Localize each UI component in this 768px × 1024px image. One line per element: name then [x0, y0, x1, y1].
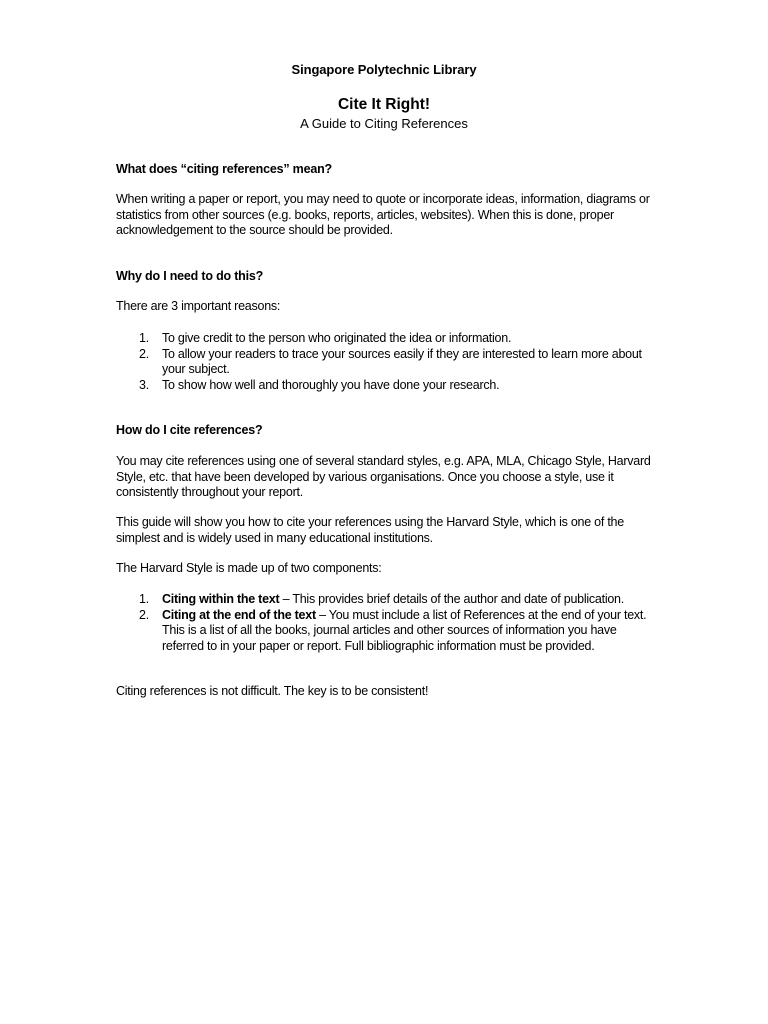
section-heading-why: Why do I need to do this?: [116, 269, 264, 283]
paragraph-what: [116, 192, 651, 239]
list-item: [116, 331, 651, 347]
list-item-label: Citing within the text: [162, 592, 280, 606]
list-item-text: To give credit to the person who originated the idea or information.: [162, 331, 512, 345]
section-heading-how: How do I cite references?: [116, 423, 263, 437]
paragraph-components-intro: [116, 561, 651, 577]
paragraph-styles: [116, 454, 651, 501]
paragraph-styles-text: You may cite references using one of several standard styles, e.g. APA, MLA, Chicago Style, Harvard Style, etc. that have been developed by various organisations. Once you choose a style, use it consistently throughout your report.: [116, 454, 651, 499]
paragraph-harvard-guide-text: This guide will show you how to cite your references using the Harvard Style, which is one of the simplest and is widely used in many educational institutions.: [116, 515, 624, 545]
section-heading-what: What does “citing references” mean?: [116, 162, 332, 176]
document-subtitle: A Guide to Citing References: [300, 116, 468, 131]
list-item: [116, 608, 651, 655]
paragraph-closing-text: Citing references is not difficult. The key is to be consistent!: [116, 684, 429, 698]
list-item-text: – You must include a list of References at the end of your text. This is a list of all the books, journal articles and other sources of information you have referred to in your paper or report. Full bibliographic information must be provided.: [162, 607, 647, 653]
document-title: Cite It Right!: [337, 96, 431, 113]
list-item-number: 2.: [139, 346, 149, 361]
list-item: [116, 347, 651, 378]
paragraph-harvard-guide: [116, 515, 651, 546]
list-item-number: 2.: [139, 607, 149, 622]
list-item-label: Citing at the end of the text: [162, 607, 316, 622]
list-item-text: – This provides brief details of the author and date of publication.: [279, 592, 624, 606]
paragraph-components-intro-text: The Harvard Style is made up of two components:: [116, 561, 382, 575]
list-item-text: To allow your readers to trace your sources easily if they are interested to learn more about your subject.: [162, 346, 642, 376]
list-item-text: To show how well and thoroughly you have done your research.: [162, 377, 500, 392]
paragraph-closing: [116, 684, 651, 700]
components-list: [116, 592, 651, 654]
paragraph-what-text: When writing a paper or report, you may need to quote or incorporate ideas, information, diagrams or statistics from other sources (e.g. books, reports, articles, websites). When this is done, proper acknowledgement to the source should be provided.: [116, 192, 650, 237]
organization-name: Singapore Polytechnic Library: [291, 62, 477, 77]
list-item-number: 3.: [139, 377, 149, 392]
list-item-number: 1.: [139, 331, 149, 345]
paragraph-reasons-intro-text: There are 3 important reasons:: [116, 299, 281, 313]
reasons-list: [116, 331, 651, 393]
list-item: [116, 592, 651, 608]
list-item: [116, 378, 651, 394]
list-item-number: 1.: [139, 592, 149, 606]
paragraph-reasons-intro: [116, 299, 651, 315]
